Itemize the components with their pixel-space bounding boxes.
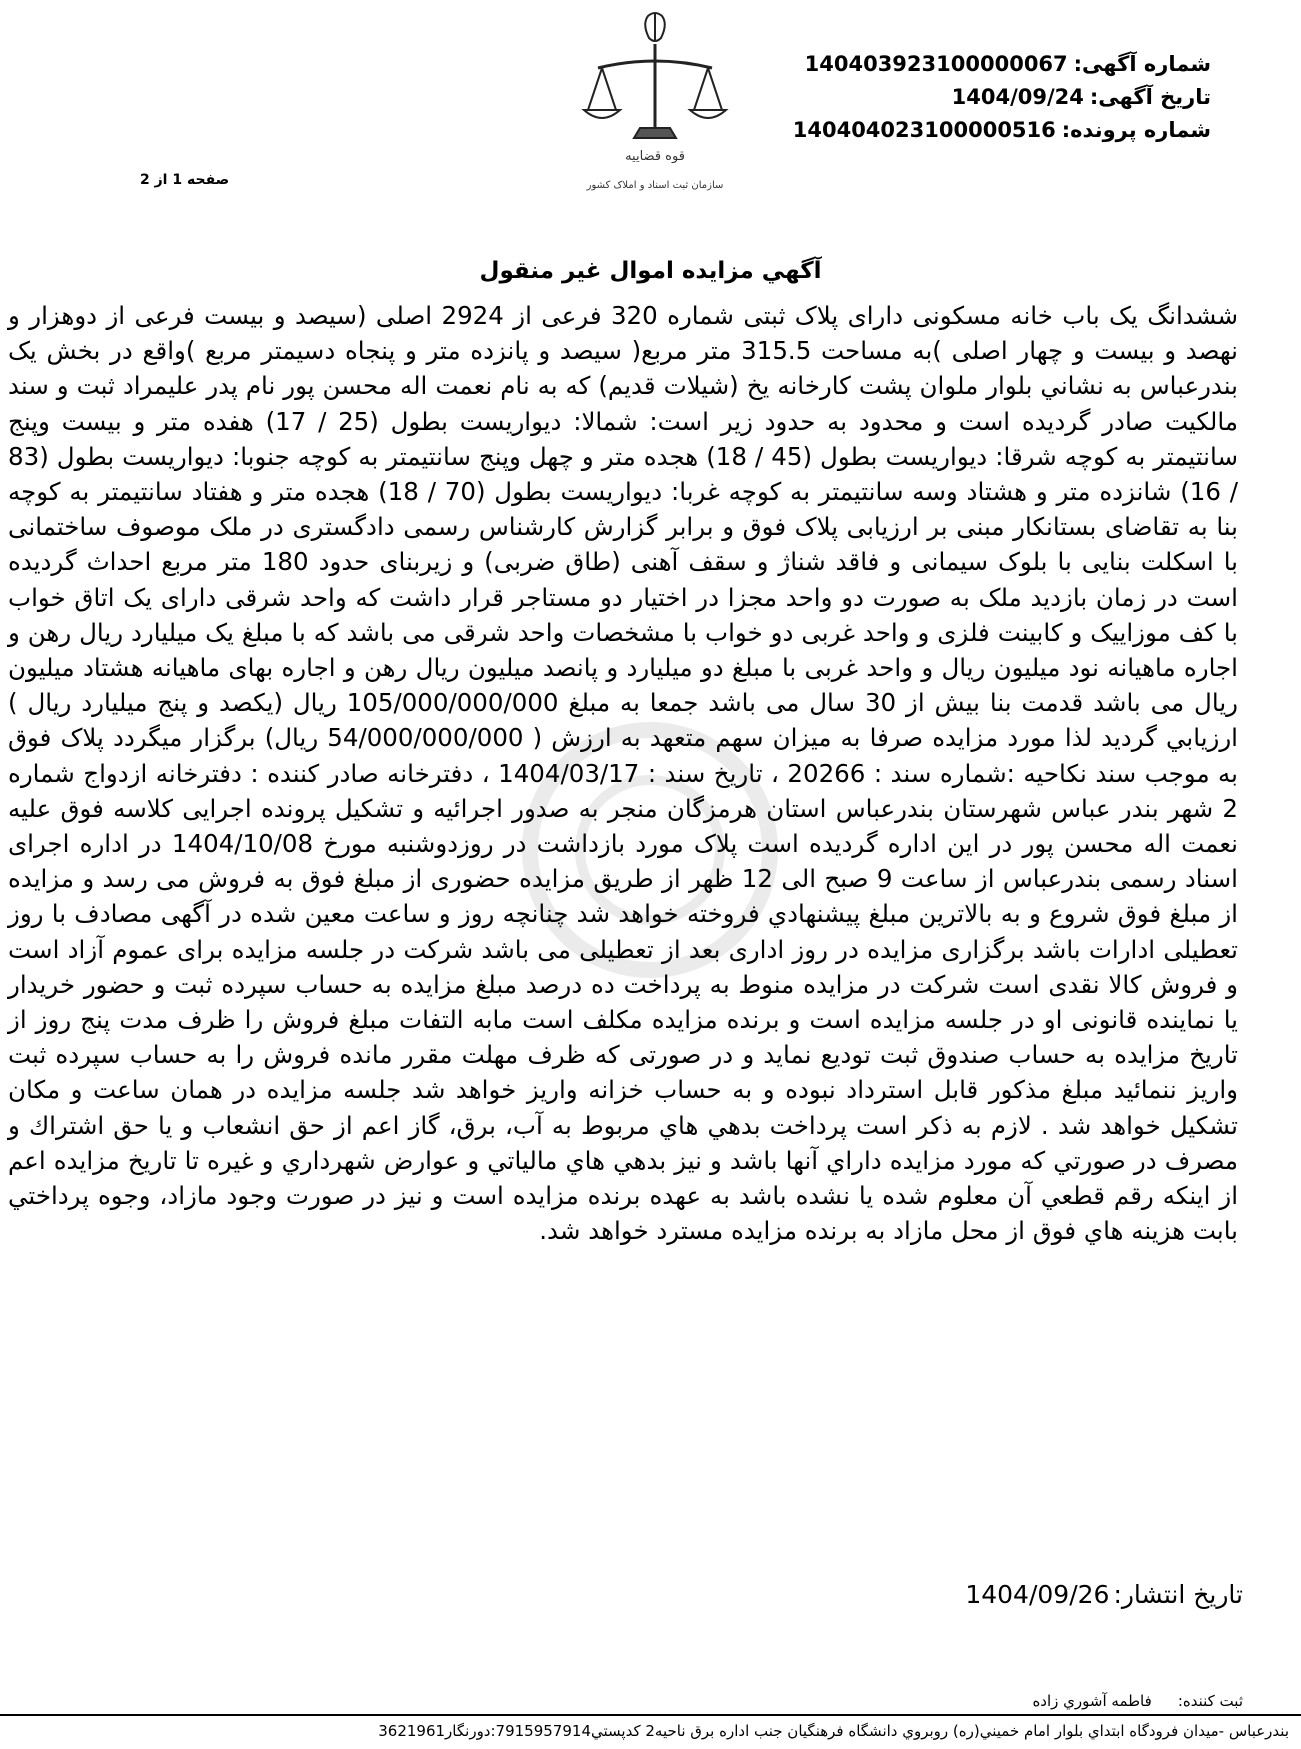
registrar-row: [1006, 1692, 1243, 1710]
publication-date: 1404/09/26: [965, 1580, 1110, 1609]
footer-divider: [0, 1714, 1301, 1716]
document-title: آگهي مزايده اموال غير منقول: [479, 258, 822, 284]
page-indicator: صفحه 1 از 2: [140, 172, 230, 188]
auction-body-text: ششدانگ یک باب خانه مسکونی دارای پلاک ثبتی شماره 320 فرعی از 2924 اصلی (سیصد و بیست فرعی از دوهزار و نهصد و بیست و چهار اصلی )به مساحت 315.5 متر مربع( سیصد و پانزده متر و پنجاه دسیمتر مربع )واقع در بخش یک بندرعباس به نشاني بلوار ملوان پشت کارخانه یخ (شیلات قدیم) که به نام نعمت اله محسن پور نام پدر علیمراد ثبت و سند مالکیت صادر گردیده است و محدود به حدود زیر است: شمالا: دیواریست بطول (25 / 17) هفده متر و بیست وپنج سانتیمتر به کوچه شرقا: دیواریست بطول (45 / 18) هجده متر و چهل وپنج سانتیمتر به کوچه جنوبا: دیواریست بطول (83 / 16) شانزده متر و هشتاد وسه سانتیمتر به کوچه غربا: دیواریست بطول (70 / 18) هجده متر و هفتاد سانتیمتر به کوچه بنا به تقاضای بستانکار مبنی بر ارزیابی پلاک فوق و برابر گزارش کارشناس رسمی دادگستری در ملک موصوف ساختمانی با اسکلت بنایی با بلوک سیمانی و فاقد شناژ و سقف آهنی (طاق ضربی) و زیربنای حدود 180 متر مربع احداث گردیده است در زمان بازدید ملک به صورت دو واحد مجزا در اختیار دو مستاجر قرار داشت که واحد شرقی دارای یک اتاق خواب با کف موزاییک و کابینت فلزی و واحد غربی دو خواب با مشخصات واحد شرقی می باشد که با مبلغ یک میلیارد ریال رهن و اجاره ماهیانه نود میلیون ریال و واحد غربی با مبلغ دو میلیارد و پانصد میلیون ریال رهن و اجاره بهای ماهیانه هشتاد میلیون ریال می باشد قدمت بنا بیش از 30 سال می باشد جمعا به مبلغ 105/000/000/000 ریال (یکصد و پنج میلیارد ریال ) ارزیابي گردید لذا مورد مزایده صرفا به میزان سهم متعهد به ارزش ( 54/000/000/000 ریال) برگزار میگردد پلاک فوق به موجب سند نکاحیه :شماره سند : 20266 ، تاریخ سند : 1404/03/17 ، دفترخانه صادر کننده : دفترخانه ازدواج شماره 2 شهر بندر عباس شهرستان بندرعباس استان هرمزگان منجر به صدور اجرائیه و تشکیل پرونده اجرایی کلاسه فوق علیه نعمت اله محسن پور در این اداره گردیده است پلاک مورد بازداشت در روزدوشنبه مورخ 1404/10/08 در اداره اجرای اسناد رسمی بندرعباس از ساعت 9 صبح الی 12 ظهر از طریق مزایده حضوری از مبلغ فوق به فروش می رسد و مزایده از مبلغ فوق شروع و به بالاترین مبلغ پیشنهادي فروخته خواهد شد چنانچه روز و ساعت معین شده در آگهی مصادف با روز تعطیلی ادارات باشد برگزاری مزایده در روز اداری بعد از تعطیلی می باشد شرکت در جلسه مزایده برای عموم آزاد است و فروش کالا نقدی است شرکت در مزایده منوط به پرداخت ده درصد مبلغ مزایده به حساب سپرده ثبت و حضور خریدار یا نماینده قانونی او در جلسه مزایده است و برنده مزایده مکلف است مابه التفات مبلغ فروش را ظرف مدت پنج روز از تاریخ مزایده به حساب صندوق ثبت تودیع نماید و در صورتی که ظرف مهلت مقرر مانده فروش را به حساب سپرده ثبت واریز ننمائید مبلغ مذکور قابل استرداد نبوده و به حساب خزانه واریز خواهد شد جلسه مزایده در همان ساعت و مکان تشکیل خواهد شد . لازم به ذکر است پرداخت بدهي هاي مربوط به آب، برق، گاز اعم از حق انشعاب و یا حق اشتراك و مصرف در صورتي که مورد مزایده داراي آنها باشد و نیز بدهي هاي مالیاتي و عوارض شهرداري و غیره تا تاریخ مزایده اعم از اینکه رقم قطعي آن معلوم شده یا نشده باشد به عهده برنده مزایده است و نیز در صورت وجود مازاد، وجوه پرداختي بابت هزینه هاي فوق از محل مازاد به برنده مزایده مسترد خواهد شد.: [8, 301, 1239, 1246]
publication-date-row: [961, 1580, 1243, 1609]
publication-date-label: تاریخ انتشار:: [1113, 1580, 1243, 1609]
registrar-name: فاطمه آشوري زاده: [1032, 1692, 1152, 1710]
emblem-subtext: سازمان ثبت اسناد و املاک کشور: [586, 180, 724, 191]
registrar-label: ثبت کننده:: [1177, 1692, 1243, 1710]
file-number-row: [787, 114, 1211, 147]
ad-number-row: [787, 48, 1211, 81]
ad-number: 140403923100000067: [804, 52, 1068, 76]
ad-date: 1404/09/24: [951, 85, 1084, 109]
file-number: 140404023100000516: [792, 118, 1056, 142]
ad-date-row: [787, 81, 1211, 114]
ad-date-label: تاریخ آگهی:: [1089, 85, 1211, 109]
emblem-text: قوه قضاییه: [625, 149, 685, 164]
judiciary-emblem-icon: [580, 10, 730, 215]
file-number-label: شماره پرونده:: [1061, 118, 1211, 142]
footer-address: بندرعباس -میدان فرودگاه ابتداي بلوار امام خميني(ره) روبروي دانشگاه فرهنگيان جنب اداره برق ناحيه2 كدپستي7915957914:دورنگار3621961: [378, 1722, 1289, 1740]
ad-number-label: شماره آگهی:: [1073, 52, 1211, 76]
ad-meta: [787, 48, 1211, 147]
